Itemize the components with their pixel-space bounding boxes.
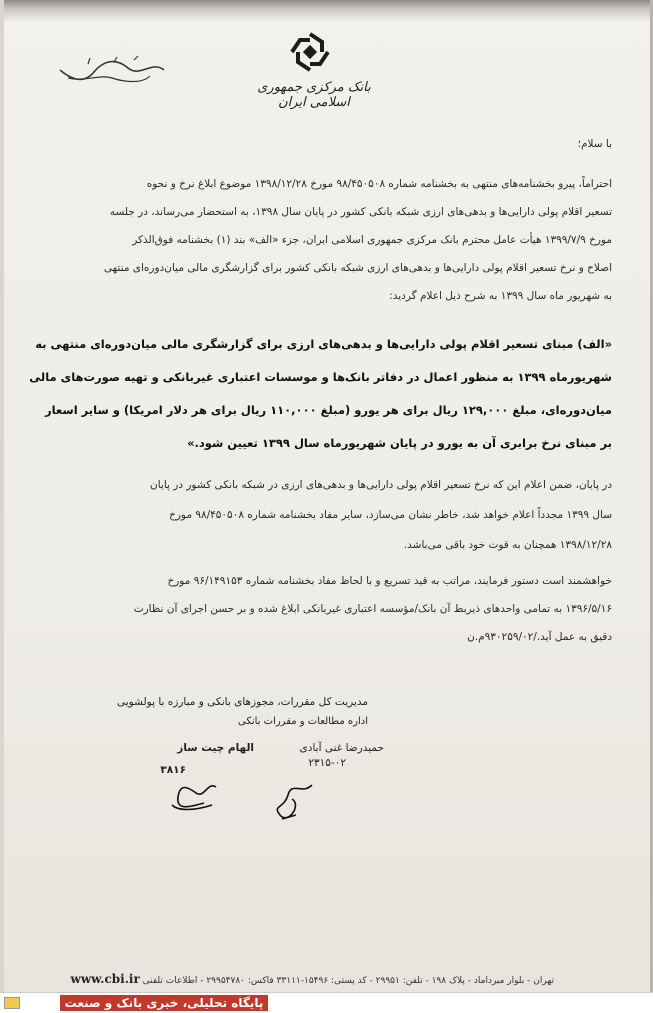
sub-department-name: اداره مطالعات و مقررات بانکی bbox=[238, 716, 368, 727]
paragraph-line: بر مبنای نرخ برابری آن به یورو در پایان شهریورماه سال ۱۳۹۹ تعیین شود.» bbox=[187, 436, 612, 450]
paragraph-line: به شهریور ماه سال ۱۳۹۹ به شرح ذیل اعلام گردید: bbox=[389, 290, 612, 302]
paragraph-line: خواهشمند است دستور فرمایند، مراتب به قید تسریع و با لحاظ مفاد بخشنامه شماره ۹۶/۱۴۹۱۵۳ مورخ bbox=[167, 575, 612, 587]
letter-page bbox=[4, 0, 650, 992]
paragraph-intro bbox=[26, 170, 612, 310]
paragraph-closing bbox=[26, 470, 612, 560]
paragraph-line: احتراماً، پیرو بخشنامه‌های منتهی به بخشنامه شماره ۹۸/۴۵۰۵۰۸ مورخ ۱۳۹۸/۱۲/۲۸ موضوع ابلاغ نرخ و نحوه bbox=[146, 178, 612, 190]
bank-name: بانک مرکزی جمهوری اسلامی ایران bbox=[257, 80, 371, 110]
paragraph-line: اصلاح و نرخ تسعیر اقلام پولی دارایی‌ها و بدهی‌های ارزی شبکه بانکی کشور برای گزارشگری مالی میان‌دوره‌ای منتهی bbox=[103, 262, 612, 274]
signer1-code: ۲۳۱۵-۰۲ bbox=[308, 757, 346, 769]
signature-department bbox=[88, 692, 368, 732]
paragraph-ruling bbox=[26, 328, 612, 460]
flag-icon bbox=[4, 997, 20, 1009]
paragraph-line: ۱۳۹۶/۵/۱۶ به تمامی واحدهای ذیربط آن بانک/مؤسسه اعتباری غیربانکی ابلاغ شده و بر حسن اجرای آن نظارت bbox=[133, 603, 612, 615]
signature-mark-1 bbox=[262, 775, 322, 825]
paragraph-line: میان‌دوره‌ای، مبلغ ۱۲۹,۰۰۰ ریال برای هر یورو (مبلغ ۱۱۰,۰۰۰ ریال برای هر دلار امریکا) و سایر اسعار bbox=[44, 403, 612, 417]
paragraph-line: مورخ ۱۳۹۹/۷/۹ هیأت عامل محترم بانک مرکزی جمهوری اسلامی ایران، جزء «الف» بند (۱) بخشنامه فوق‌الذکر bbox=[132, 234, 612, 246]
banner-label: پایگاه تحلیلی، خبری بانک و صنعت bbox=[60, 995, 268, 1011]
motto-calligraphy bbox=[54, 52, 174, 92]
paragraph-line: ۱۳۹۸/۱۲/۲۸ همچنان به قوت خود باقی می‌باشد. bbox=[403, 539, 612, 551]
paragraph-line: تسعیر اقلام پولی دارایی‌ها و بدهی‌های ارزی شبکه بانکی کشور در پایان سال ۱۳۹۸، به استحضار می‌رساند، در جلسه bbox=[109, 206, 612, 218]
letterhead-footer bbox=[34, 972, 554, 986]
footer-website[interactable]: www.cbi.ir bbox=[70, 972, 140, 986]
department-name: مدیریت کل مقررات، مجوزهای بانکی و مبارزه با پولشویی bbox=[116, 696, 368, 708]
signer2-code: ۳۸۱۶ bbox=[160, 764, 186, 776]
footer-address: تهران - بلوار میرداماد - پلاک ۱۹۸ - تلفن: ۲۹۹۵۱ - کد پستی: ۱۵۴۹۶-۳۳۱۱۱ فاکس: ۲۹۹۵۴۷۸۰ - اطلاعات تلفنی bbox=[142, 976, 554, 986]
paragraph-request bbox=[26, 567, 612, 651]
source-banner bbox=[0, 992, 653, 1013]
paragraph-line: در پایان، ضمن اعلام این که نرخ تسعیر اقلام پولی دارایی‌ها و بدهی‌های ارزی در شبکه بانکی کشور در پایان bbox=[149, 479, 612, 491]
paragraph-line: شهریورماه ۱۳۹۹ به منظور اعمال در دفاتر بانک‌ها و موسسات اعتباری غیربانکی و تهیه صورت‌های مالی bbox=[29, 370, 612, 384]
cbi-emblem-icon bbox=[288, 30, 332, 74]
page-edge-shadow bbox=[4, 0, 650, 22]
salutation: با سلام؛ bbox=[577, 138, 612, 150]
paragraph-line: سال ۱۳۹۹ مجدداً اعلام خواهد شد، خاطر نشان می‌سازد، سایر مفاد بخشنامه شماره ۹۸/۴۵۰۵۰۸ مورخ bbox=[169, 509, 612, 521]
signer1-name: حمیدرضا غنی آبادی bbox=[299, 742, 384, 754]
paragraph-line: دقیق به عمل آید./۹۳۰۲۵۹/۰۲م.ن bbox=[467, 631, 612, 643]
signature-mark-2 bbox=[164, 775, 224, 815]
signer2-name: الهام چیت ساز bbox=[177, 742, 254, 754]
paragraph-line: «الف) مبنای تسعیر اقلام پولی دارایی‌ها و بدهی‌های ارزی برای گزارشگری مالی میان‌دوره‌ای منتهی به bbox=[35, 337, 612, 351]
